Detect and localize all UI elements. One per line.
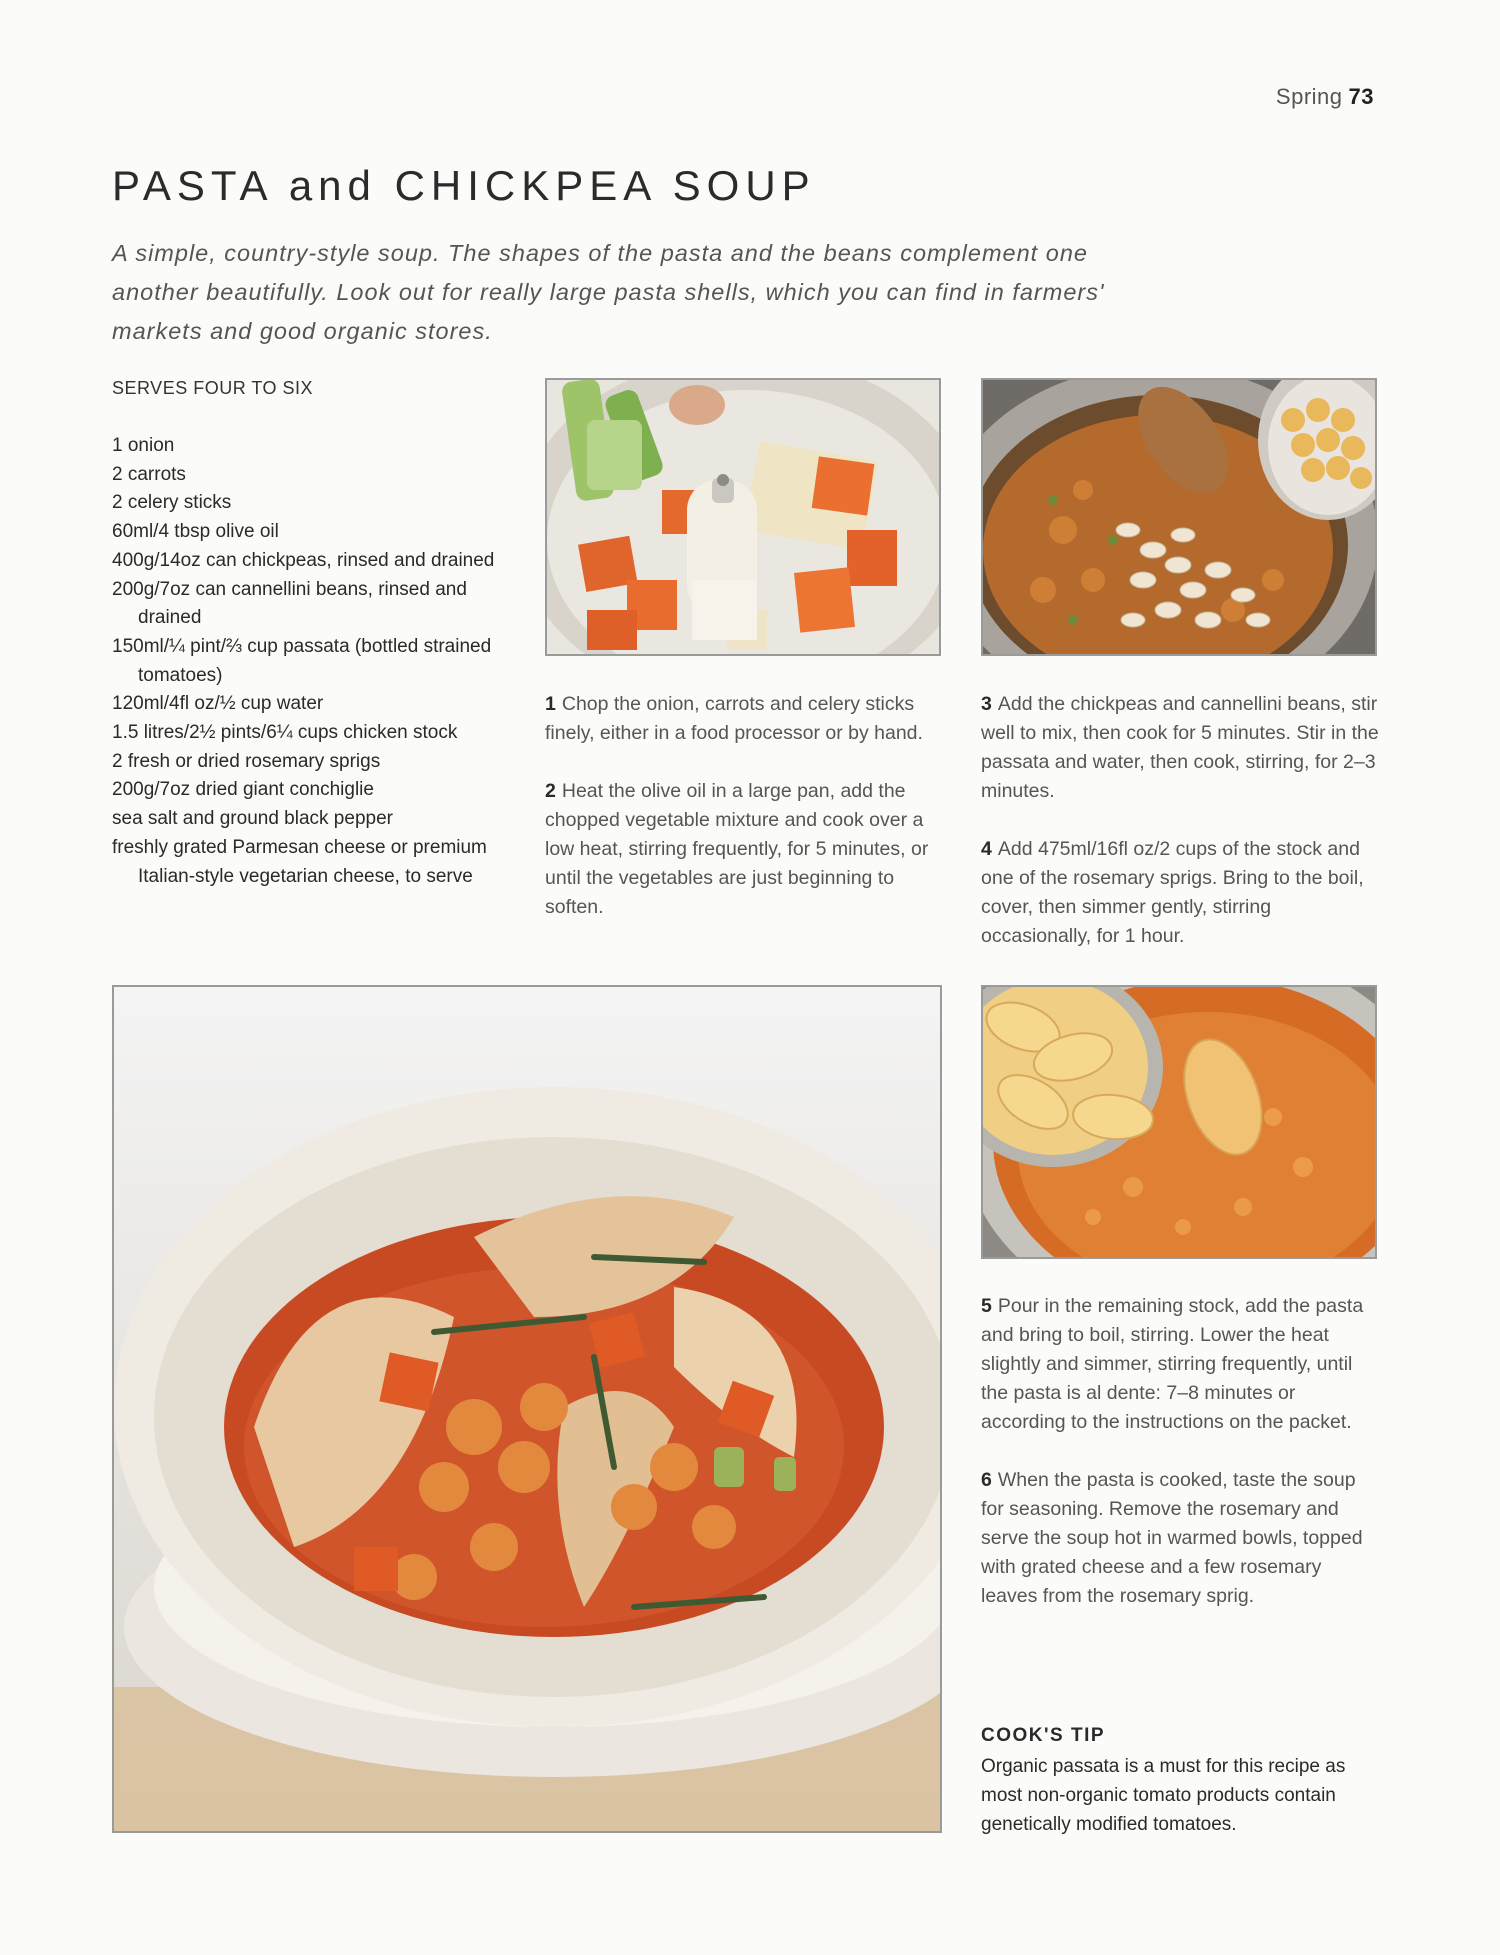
ingredient-item: 120ml/4fl oz/½ cup water [112,693,324,715]
ingredient-item: 200g/7oz dried giant conchiglie [112,779,374,801]
ingredient-item: 1 onion [112,435,175,456]
steps-column-1 [545,690,945,922]
recipe-title: PASTA and CHICKPEA SOUP [112,162,816,209]
photo-finished-soup [112,985,942,1833]
steps-column-3 [981,1292,1381,1611]
ingredient-item: 2 carrots [112,463,186,485]
ingredient-item: 2 celery sticks [112,492,232,514]
step-5: 5 Pour in the remaining stock, add the pasta and bring to boil, stirring. Lower the heat slightly and simmer, stirring frequently, until the pasta is al dente: 7–8 minutes or according to the instructions on the packet. [981,1295,1364,1433]
steps-column-2 [981,690,1381,951]
ingredient-item: freshly grated Parmesan cheese or premium Italian-style vegetarian cheese, to serve [112,836,487,887]
serves-label: SERVES FOUR TO SIX [112,378,314,398]
photo-adding-chickpeas [981,378,1377,656]
cooks-tip-title: COOK'S TIP [981,1725,1106,1746]
cooks-tip-text: Organic passata is a must for this recipe as most non-organic tomato products contain genetically modified tomatoes. [981,1756,1346,1835]
step-3: 3 Add the chickpeas and cannellini beans, stir well to mix, then cook for 5 minutes. Stir in the passata and water, then cook, stirring, for 2–3 minutes. [981,693,1379,802]
step-2: 2 Heat the olive oil in a large pan, add the chopped vegetable mixture and cook over a low heat, stirring frequently, for 5 minutes, or until the vegetables are just beginning to soften. [545,780,929,918]
ingredient-item: 1.5 litres/2½ pints/6¼ cups chicken stock [112,722,458,744]
recipe-intro: A simple, country-style soup. The shapes of the pasta and the beans complement one another beautifully. Look out for really large pasta shells, which you can find in farmers' markets and good organic stores. [112,240,1105,344]
ingredient-item: sea salt and ground black pepper [112,808,393,830]
running-head [1276,84,1374,110]
ingredient-item: 200g/7oz can cannellini beans, rinsed and drained [112,578,467,629]
photo-adding-pasta [981,985,1377,1259]
ingredient-list [112,432,512,891]
ingredient-item: 60ml/4 tbsp olive oil [112,521,279,543]
page-number: 73 [1348,84,1374,109]
ingredient-item: 150ml/¼ pint/⅔ cup passata (bottled strained tomatoes) [112,635,492,686]
ingredient-item: 400g/14oz can chickpeas, rinsed and drained [112,549,495,571]
step-6: 6 When the pasta is cooked, taste the soup for seasoning. Remove the rosemary and serve the soup hot in warmed bowls, topped with grated cheese and a few rosemary leaves from the rosemary sprig. [981,1469,1363,1607]
section-name: Spring [1275,84,1343,109]
step-4: 4 Add 475ml/16fl oz/2 cups of the stock and one of the rosemary sprigs. Bring to the boil, cover, then simmer gently, stirring occasionally, for 1 hour. [981,838,1364,947]
photo-chopping-vegetables [545,378,941,656]
ingredient-item: 2 fresh or dried rosemary sprigs [112,750,381,772]
step-1: 1 Chop the onion, carrots and celery sticks finely, either in a food processor or by hand. [545,693,923,744]
